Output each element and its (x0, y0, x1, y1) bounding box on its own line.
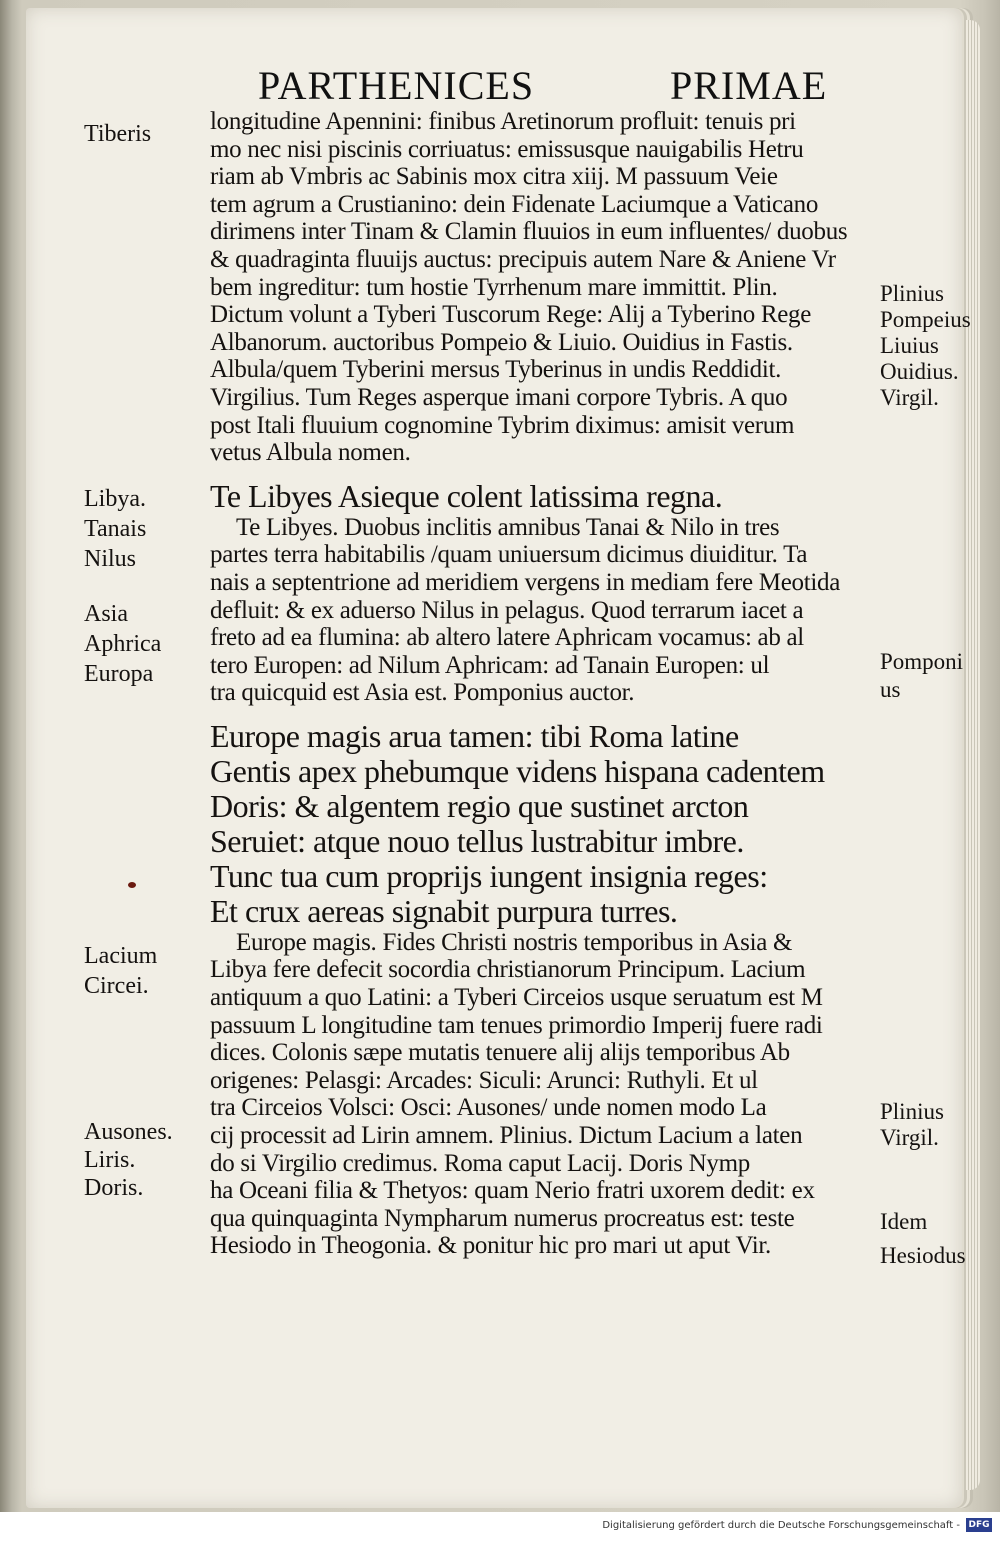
main-text (210, 108, 890, 1260)
running-head-right: PRIMAE (670, 63, 828, 108)
ink-mark (128, 882, 136, 888)
right-margin-note: Virgil. (880, 1125, 939, 1150)
right-margin-note: Pomponi (880, 649, 964, 674)
commentary-line: Europe magis. Fides Christi nostris temporibus in Asia & (236, 928, 793, 956)
dfg-logo: DFG (966, 1518, 992, 1532)
right-margin-note: Plinius (880, 281, 944, 306)
left-margin-note: Nilus (84, 546, 137, 572)
left-margin-note: Tanais (84, 516, 147, 542)
left-margin-note: Ausones. (84, 1119, 173, 1145)
footer-credit: Digitalisierung gefördert durch die Deutsche Forschungsgemeinschaft - (602, 1520, 960, 1531)
commentary-line: Albula/quem Tyberini mersus Tyberinus in undis Reddidit. (210, 356, 782, 384)
commentary-line: antiquum a quo Latini: a Tyberi Circeios usque seruatum est M (210, 984, 823, 1012)
commentary-line: qua quinquaginta Nympharum numerus procreatus est: teste (210, 1204, 795, 1232)
commentary-line: Dictum volunt a Tyberi Tuscorum Rege: Alij a Tyberino Rege (210, 301, 812, 329)
left-margin-note: Circei. (84, 973, 149, 999)
commentary-line: dirimens inter Tinam & Clamin fluuios in eum influentes/ duobus (210, 218, 848, 246)
commentary-line: partes terra habitabilis /quam uniuersum dicimus diuiditur. Ta (210, 541, 808, 569)
verse-line: Gentis apex phebumque videns hispana cadentem (210, 752, 825, 789)
left-margin-note: Aphrica (84, 631, 162, 657)
commentary-line: dices. Colonis sæpe mutatis tenuere alij alijs temporibus Ab (210, 1039, 790, 1067)
commentary-line: do si Virgilio credimus. Roma caput Lacij. Doris Nymp (210, 1149, 750, 1177)
verse-line: Te Libyes Asieque colent latissima regna. (210, 477, 723, 514)
left-margin-note: Tiberis (84, 121, 152, 147)
commentary-line: Te Libyes. Duobus inclitis amnibus Tanai & Nilo in tres (236, 513, 780, 541)
commentary-line: mo nec nisi piscinis corriuatus: emissusque nauigabilis Hetru (210, 135, 804, 163)
commentary-line: Hesiodo in Theogonia. & ponitur hic pro mari ut aput Vir. (210, 1232, 771, 1260)
verse-line: Seruiet: atque nouo tellus lustrabitur imbre. (210, 822, 744, 859)
commentary-line: Libya fere defecit socordia christianorum Principum. Lacium (210, 956, 806, 984)
verse-line: Europe magis arua tamen: tibi Roma latine (210, 717, 739, 754)
right-margin-note: Pompeius (880, 307, 971, 332)
commentary-line: ha Oceani filia & Thetyos: quam Nerio fratri uxorem dedit: ex (210, 1177, 815, 1205)
verse-line: Tunc tua cum proprijs iungent insignia reges: (210, 857, 768, 894)
left-margin-note: Europa (84, 661, 154, 687)
commentary-line: Virgilius. Tum Reges asperque imani corpore Tybris. A quo (210, 383, 788, 411)
right-margin-note: Ouidius. (880, 359, 959, 384)
left-margin-note: Doris. (84, 1175, 144, 1201)
commentary-line: post Itali fluuium cognomine Tybrim diximus: amisit verum (210, 411, 795, 439)
page-edges (966, 20, 980, 1490)
commentary-line: longitudine Apennini: finibus Aretinorum profluit: tenuis pri (210, 108, 796, 135)
commentary-line: & quadraginta fluuijs auctus: precipuis autem Nare & Aniene Vr (210, 245, 836, 273)
commentary-line: tero Europen: ad Nilum Aphricam: ad Tanain Europen: ul (210, 651, 770, 679)
commentary-line: passuum L longitudine tam tenues primordio Imperij fuere radi (210, 1011, 823, 1039)
left-margin-note: Lacium (84, 943, 158, 969)
commentary-line: vetus Albula nomen. (210, 439, 411, 467)
right-margin-note: Plinius (880, 1099, 944, 1124)
commentary-line: Albanorum. auctoribus Pompeio & Liuio. Ouidius in Fastis. (210, 328, 793, 356)
commentary-line: freto ad ea flumina: ab altero latere Aphricam vocamus: ab al (210, 624, 804, 652)
right-margin-note: us (880, 677, 901, 702)
commentary-line: tra Circeios Volsci: Osci: Ausones/ unde nomen modo La (210, 1094, 767, 1122)
commentary-line: cij processit ad Lirin amnem. Plinius. Dictum Lacium a laten (210, 1122, 803, 1150)
right-margin-note: Hesiodus (880, 1243, 966, 1268)
right-margin-note: Virgil. (880, 385, 939, 410)
commentary-line: nais a septentrione ad meridiem vergens in mediam fere Meotida (210, 568, 841, 596)
commentary-line: origenes: Pelasgi: Arcades: Siculi: Arunci: Ruthyli. Et ul (210, 1066, 758, 1094)
commentary-line: tem agrum a Crustianino: dein Fidenate Laciumque a Vaticano (210, 190, 819, 218)
right-margin-note: Idem (880, 1209, 928, 1234)
commentary-line: bem ingreditur: tum hostie Tyrrhenum mare immittit. Plin. (210, 273, 778, 301)
footer-bar (0, 1512, 1000, 1542)
verse-line: Et crux aereas signabit purpura turres. (210, 892, 678, 929)
commentary-line: riam ab Vmbris ac Sabinis mox citra xiij. M passuum Veie (210, 163, 778, 191)
verse-line: Doris: & algentem regio que sustinet arcton (210, 787, 749, 824)
left-margin-note: Libya. (84, 486, 146, 512)
left-margin-note: Asia (84, 601, 128, 627)
running-head-left: PARTHENICES (258, 63, 535, 108)
commentary-line: defluit: & ex aduerso Nilus in pelagus. Quod terrarum iacet a (210, 596, 804, 624)
commentary-line: tra quicquid est Asia est. Pomponius auctor. (210, 679, 635, 707)
left-margin-note: Liris. (84, 1147, 136, 1173)
running-head (0, 62, 1000, 112)
right-margin-note: Liuius (880, 333, 939, 358)
